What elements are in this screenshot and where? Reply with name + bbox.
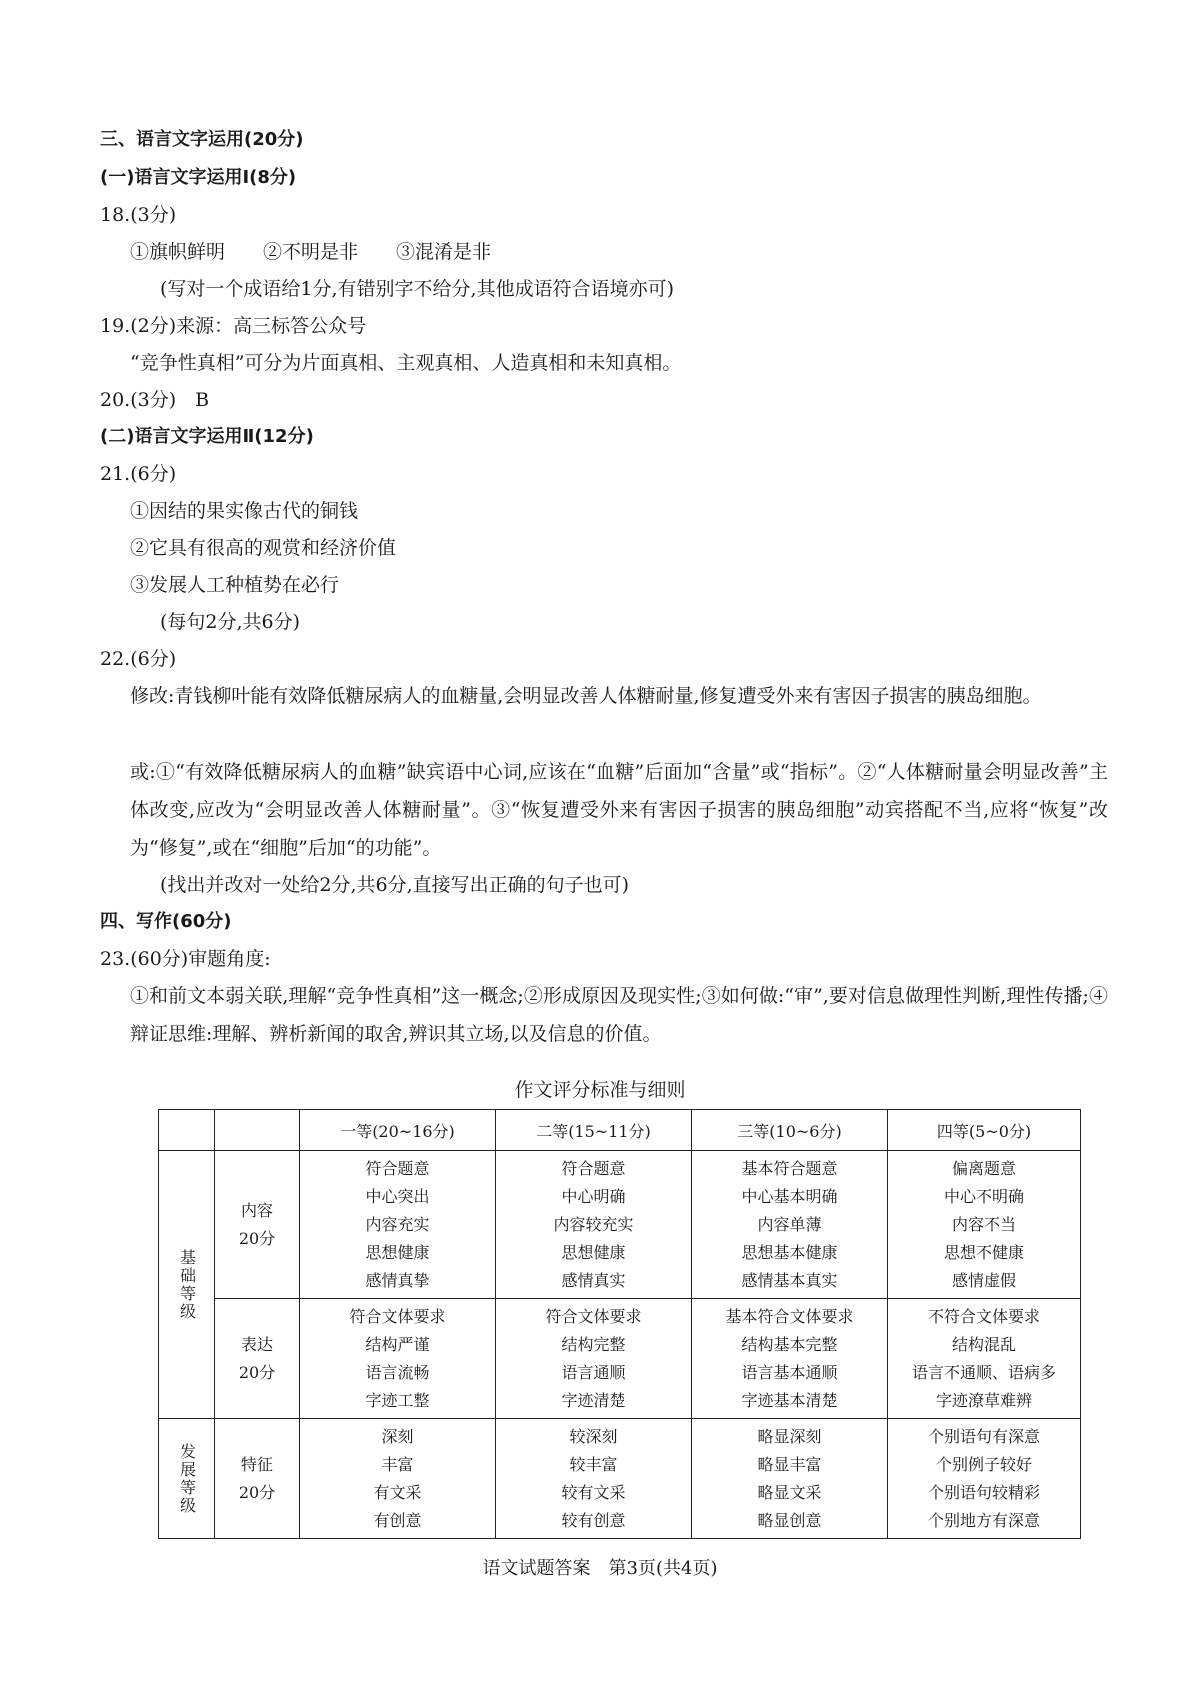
q23-head: 23.(60分)审题角度:: [100, 948, 271, 970]
page-footer: 语文试题答案 第3页(共4页): [482, 1558, 718, 1579]
section-4-title: 四、写作(60分): [100, 911, 232, 932]
scoring-table: [158, 1109, 1081, 1539]
q18-head: 18.(3分): [100, 204, 177, 226]
q19-answer: “竞争性真相”可分为片面真相、主观真相、人造真相和未知真相。: [130, 352, 682, 374]
q21-item: ①因结的果实像古代的铜钱: [130, 500, 359, 522]
label-content: 内容 20分: [215, 1151, 300, 1299]
q22-note: (找出并改对一处给2分,共6分,直接写出正确的句子也可): [160, 874, 630, 896]
subsection-2-title: (二)语言文字运用Ⅱ(12分): [100, 426, 314, 447]
q22-alternative: 或:①“有效降低糖尿病人的血糖”缺宾语中心词,应该在“血糖”后面加“含量”或“指标”。②“人体糖耐量会明显改善”主体改变,应改为“会明显改善人体糖耐量”。③“恢复遭受外来有害因子损害的胰岛细胞”动宾搭配不当,应将“恢复”改为“修复”,或在“细胞”后加“的功能”。: [130, 761, 1108, 859]
content-grade-1: 符合题意 中心突出 内容充实 思想健康 感情真挚: [300, 1151, 496, 1299]
feature-grade-1: 深刻 丰富 有文采 有创意: [300, 1419, 496, 1539]
q22-head: 22.(6分): [100, 648, 177, 670]
expression-grade-1: 符合文体要求 结构严谨 语言流畅 字迹工整: [300, 1299, 496, 1419]
feature-grade-3: 略显深刻 略显丰富 略显文采 略显创意: [692, 1419, 888, 1539]
q22-revision: 修改:青钱柳叶能有效降低糖尿病人的血糖量,会明显改善人体糖耐量,修复遭受外来有害因子损害的胰岛细胞。: [130, 685, 1042, 707]
header-grade-2: 二等(15~11分): [496, 1110, 692, 1151]
feature-grade-4: 个别语句有深意 个别例子较好 个别语句较精彩 个别地方有深意: [888, 1419, 1081, 1539]
table-row-content: [159, 1151, 1081, 1299]
q21-note: (每句2分,共6分): [160, 611, 301, 633]
header-grade-3: 三等(10~6分): [692, 1110, 888, 1151]
q21-item: ②它具有很高的观赏和经济价值: [130, 537, 397, 559]
section-3-title: 三、语言文字运用(20分): [100, 129, 304, 150]
expression-grade-3: 基本符合文体要求 结构基本完整 语言基本通顺 字迹基本清楚: [692, 1299, 888, 1419]
subsection-1-title: (一)语言文字运用Ⅰ(8分): [100, 167, 297, 188]
content-grade-3: 基本符合题意 中心基本明确 内容单薄 思想基本健康 感情基本真实: [692, 1151, 888, 1299]
table-row-feature: [159, 1419, 1081, 1539]
category-development: 发展等级: [159, 1419, 215, 1539]
content-grade-2: 符合题意 中心明确 内容较充实 思想健康 感情真实: [496, 1151, 692, 1299]
label-feature: 特征 20分: [215, 1419, 300, 1539]
table-header-row: [159, 1110, 1081, 1151]
q18-answers: ①旗帜鲜明 ②不明是非 ③混淆是非: [130, 241, 492, 263]
feature-grade-2: 较深刻 较丰富 较有文采 较有创意: [496, 1419, 692, 1539]
expression-grade-2: 符合文体要求 结构完整 语言通顺 字迹清楚: [496, 1299, 692, 1419]
q23-angles: ①和前文本弱关联,理解“竞争性真相”这一概念;②形成原因及现实性;③如何做:“审”,要对信息做理性判断,理性传播;④辩证思维:理解、辨析新闻的取舍,辨识其立场,以及信息的价值。: [130, 985, 1108, 1045]
q21-item: ③发展人工种植势在必行: [130, 574, 340, 596]
content-grade-4: 偏离题意 中心不明确 内容不当 思想不健康 感情虚假: [888, 1151, 1081, 1299]
header-grade-1: 一等(20~16分): [300, 1110, 496, 1151]
header-blank: [215, 1110, 300, 1151]
header-blank: [159, 1110, 215, 1151]
category-basic: 基础等级: [159, 1151, 215, 1419]
label-expression: 表达 20分: [215, 1299, 300, 1419]
header-grade-4: 四等(5~0分): [888, 1110, 1081, 1151]
q21-head: 21.(6分): [100, 463, 177, 485]
q19-head: 19.(2分)来源：高三标答公众号: [100, 315, 367, 337]
table-row-expression: [159, 1299, 1081, 1419]
expression-grade-4: 不符合文体要求 结构混乱 语言不通顺、语病多 字迹潦草难辨: [888, 1299, 1081, 1419]
table-caption: 作文评分标准与细则: [514, 1079, 686, 1101]
q20-head: 20.(3分) B: [100, 389, 210, 411]
q18-note: (写对一个成语给1分,有错别字不给分,其他成语符合语境亦可): [160, 278, 674, 300]
